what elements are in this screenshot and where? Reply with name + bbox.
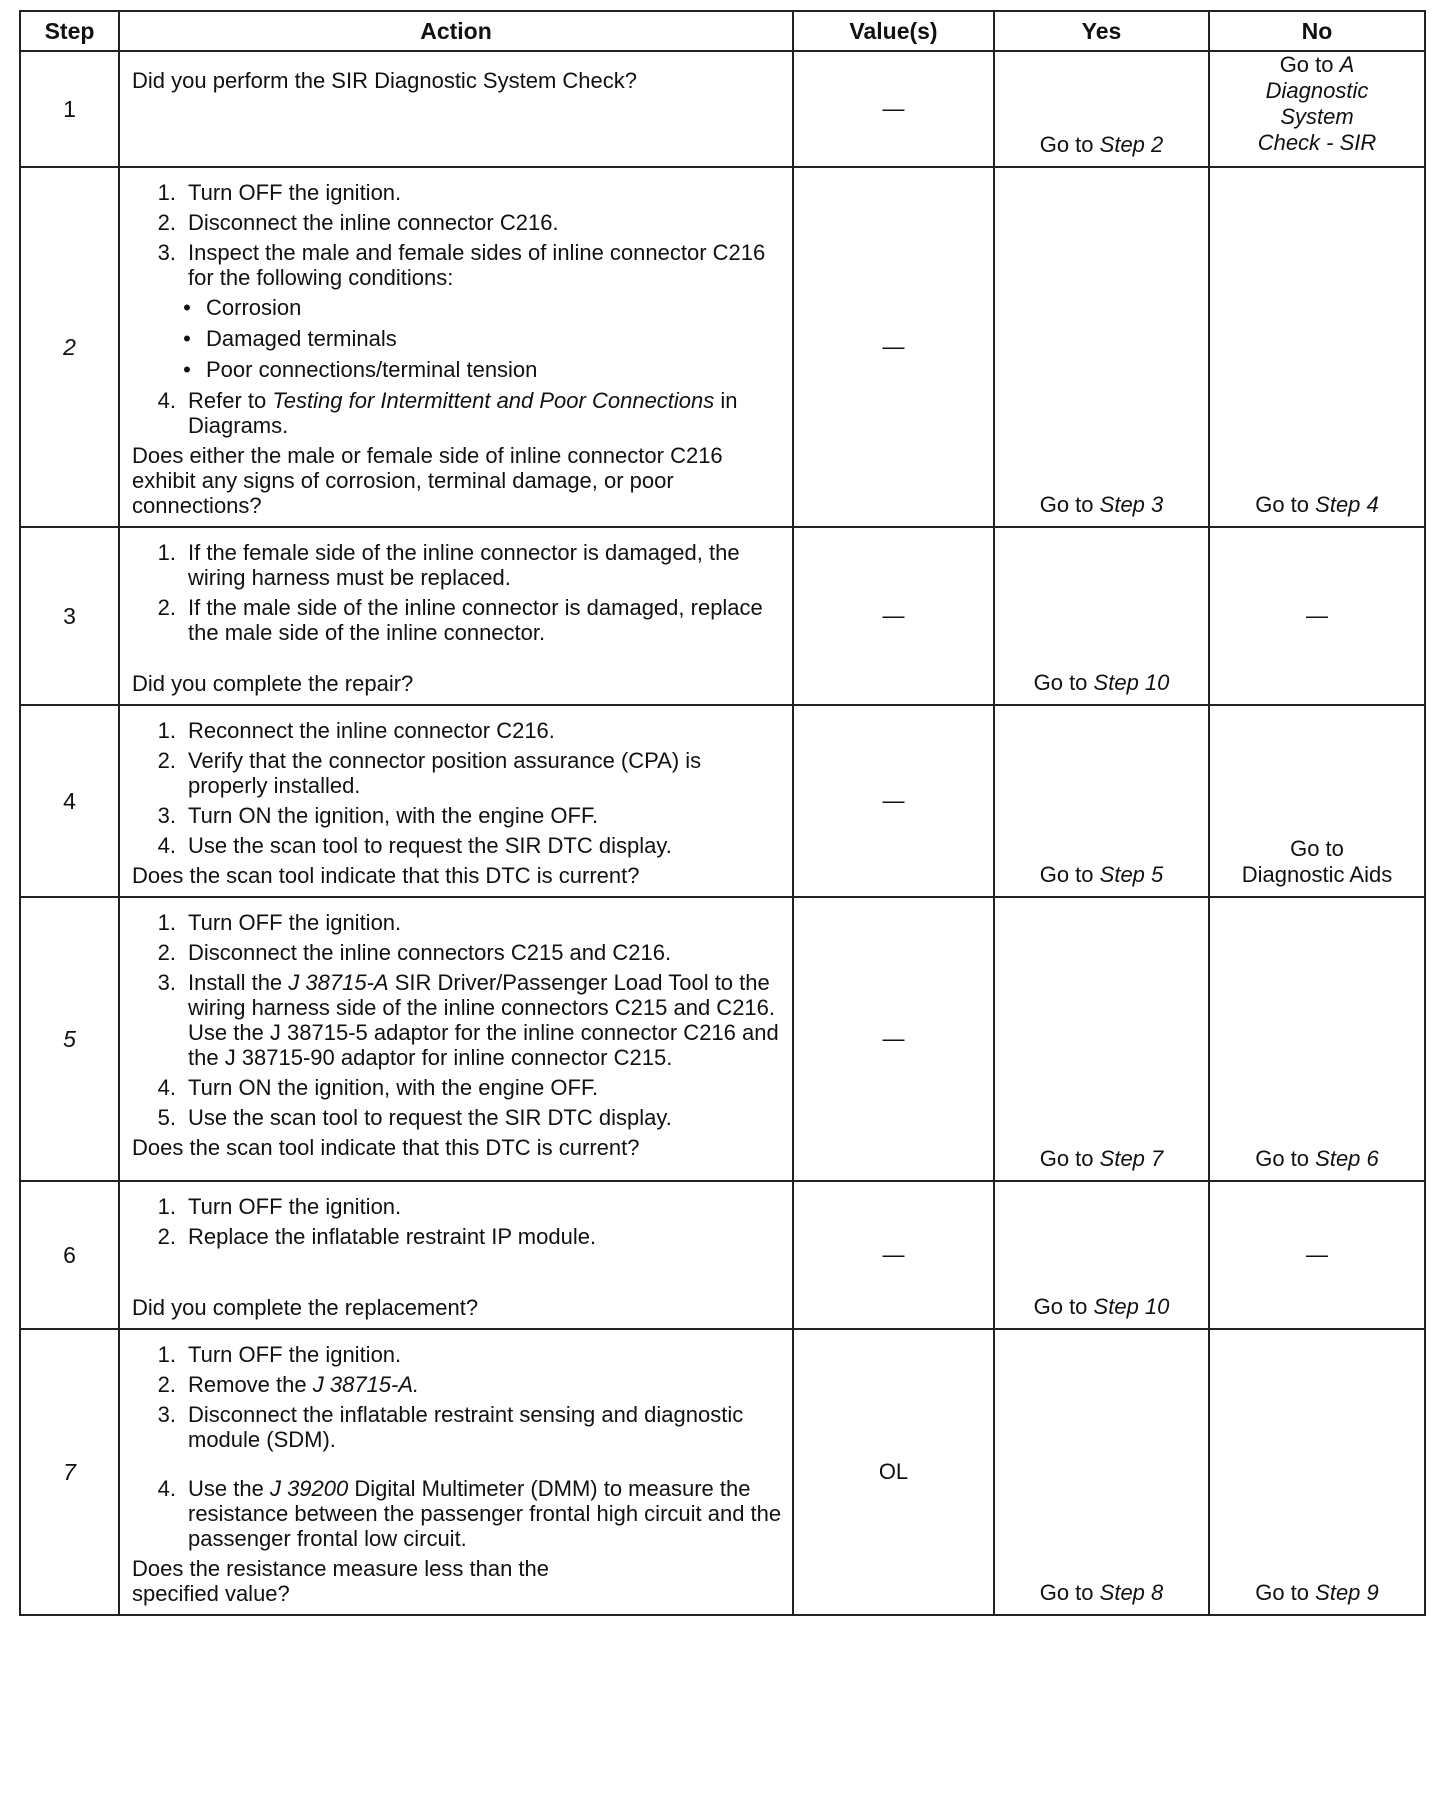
yes-target: Step 7 bbox=[1099, 1146, 1164, 1171]
list-item: 2. Disconnect the inline connectors C215 and C216. bbox=[157, 940, 672, 965]
yes-cell: Go to Step 7 bbox=[994, 897, 1209, 1181]
yes-target: Step 10 bbox=[1093, 1294, 1170, 1319]
question-text: Does the resistance measure less than the specified value? bbox=[132, 1556, 550, 1606]
header-yes: Yes bbox=[994, 11, 1209, 51]
action-cell bbox=[119, 705, 793, 897]
table-row bbox=[20, 1329, 1425, 1615]
list-item: 4. Turn ON the ignition, with the engine OFF. bbox=[157, 1075, 599, 1100]
action-cell bbox=[119, 51, 793, 167]
list-item: 3. Install the J 38715-A SIR Driver/Passenger Load Tool to the wiring harness side of the inline connectors C215 and C216. Use the J 38715-5 adaptor for the inline connector C216 and the J 38715-90 adaptor for inline connector C215. bbox=[157, 970, 779, 1070]
header-row bbox=[20, 11, 1425, 51]
header-no: No bbox=[1209, 11, 1425, 51]
yes-target: Step 5 bbox=[1099, 862, 1164, 887]
question-text: Does either the male or female side of inline connector C216 exhibit any signs of corrosion, terminal damage, or poor connections? bbox=[132, 443, 723, 518]
list-item: 2. Verify that the connector position assurance (CPA) is properly installed. bbox=[157, 748, 702, 798]
header-action: Action bbox=[119, 11, 793, 51]
action-cell bbox=[119, 1181, 793, 1329]
no-cell: Go to Step 4 bbox=[1209, 167, 1425, 527]
list-item: 4. Use the scan tool to request the SIR DTC display. bbox=[157, 833, 672, 858]
no-target: Step 4 bbox=[1315, 492, 1379, 517]
value-cell: — bbox=[793, 51, 994, 167]
yes-cell: Go to Step 8 bbox=[994, 1329, 1209, 1615]
action-cell bbox=[119, 167, 793, 527]
no-cell: Go to Step 9 bbox=[1209, 1329, 1425, 1615]
list-item: 1. Turn OFF the ignition. bbox=[157, 180, 402, 205]
question-text: Does the scan tool indicate that this DTC is current? bbox=[132, 863, 640, 888]
no-cell: — bbox=[1209, 527, 1425, 705]
list-item: 3. Turn ON the ignition, with the engine OFF. bbox=[157, 803, 599, 828]
no-cell: Go to Diagnostic Aids bbox=[1209, 705, 1425, 897]
question-text: Does the scan tool indicate that this DTC is current? bbox=[132, 1135, 640, 1160]
yes-cell: Go to Step 5 bbox=[994, 705, 1209, 897]
value-cell: — bbox=[793, 897, 994, 1181]
list-item: 1. Turn OFF the ignition. bbox=[157, 1342, 402, 1367]
no-target: Step 9 bbox=[1315, 1580, 1379, 1605]
list-item: 1. If the female side of the inline connector is damaged, the wiring harness must be replaced. bbox=[157, 540, 740, 590]
step-number: 2 bbox=[20, 167, 119, 527]
value-cell: — bbox=[793, 705, 994, 897]
table-row bbox=[20, 51, 1425, 167]
list-item: 2. Disconnect the inline connector C216. bbox=[157, 210, 559, 235]
yes-target: Step 10 bbox=[1093, 670, 1170, 695]
value-cell: — bbox=[793, 527, 994, 705]
yes-cell: Go to Step 10 bbox=[994, 1181, 1209, 1329]
value-cell: — bbox=[793, 167, 994, 527]
value-cell: — bbox=[793, 1181, 994, 1329]
yes-cell: Go to Step 10 bbox=[994, 527, 1209, 705]
value-cell: OL bbox=[793, 1329, 994, 1615]
question-text: Did you perform the SIR Diagnostic System Check? bbox=[132, 68, 637, 93]
step-number: 3 bbox=[20, 527, 119, 705]
step-number: 7 bbox=[20, 1329, 119, 1615]
step-number: 1 bbox=[20, 51, 119, 167]
header-values: Value(s) bbox=[793, 11, 994, 51]
action-cell bbox=[119, 897, 793, 1181]
action-cell bbox=[119, 1329, 793, 1615]
list-item: 2. Remove the J 38715-A. bbox=[157, 1372, 420, 1397]
question-text: Did you complete the replacement? bbox=[132, 1295, 479, 1320]
diagnostic-table bbox=[19, 10, 1426, 1616]
no-cell: — bbox=[1209, 1181, 1425, 1329]
no-cell: Go to A Diagnostic System Check - SIR bbox=[1209, 51, 1425, 167]
list-item: 3. Disconnect the inflatable restraint sensing and diagnostic module (SDM). bbox=[157, 1402, 744, 1452]
action-cell bbox=[119, 527, 793, 705]
yes-cell: Go to Step 3 bbox=[994, 167, 1209, 527]
table-row bbox=[20, 897, 1425, 1181]
list-item: 4. Use the J 39200 Digital Multimeter (DMM) to measure the resistance between the passenger frontal high circuit and the passenger frontal low circuit. bbox=[157, 1476, 782, 1551]
bullet-item: • Poor connections/terminal tension bbox=[183, 357, 538, 382]
yes-target: Step 3 bbox=[1099, 492, 1164, 517]
yes-cell: Go to Step 2 bbox=[994, 51, 1209, 167]
bullet-item: • Damaged terminals bbox=[183, 326, 397, 351]
table-row bbox=[20, 705, 1425, 897]
question-text: Did you complete the repair? bbox=[132, 671, 414, 696]
header-step: Step bbox=[20, 11, 119, 51]
list-item: 1. Reconnect the inline connector C216. bbox=[157, 718, 555, 743]
yes-target: Step 8 bbox=[1099, 1580, 1164, 1605]
step-number: 5 bbox=[20, 897, 119, 1181]
list-item: 1. Turn OFF the ignition. bbox=[157, 910, 402, 935]
yes-target: Step 2 bbox=[1099, 132, 1164, 157]
step-number: 4 bbox=[20, 705, 119, 897]
list-item: 4. Refer to Testing for Intermittent and Poor Connections in Diagrams. bbox=[157, 388, 738, 438]
list-item: 5. Use the scan tool to request the SIR DTC display. bbox=[157, 1105, 672, 1130]
list-item: 1. Turn OFF the ignition. bbox=[157, 1194, 402, 1219]
table-row bbox=[20, 527, 1425, 705]
list-item: 2. If the male side of the inline connector is damaged, replace the male side of the inline connector. bbox=[157, 595, 763, 645]
no-target: Step 6 bbox=[1315, 1146, 1379, 1171]
table-row bbox=[20, 1181, 1425, 1329]
list-item: 2. Replace the inflatable restraint IP module. bbox=[157, 1224, 597, 1249]
list-item: 3. Inspect the male and female sides of inline connector C216 for the following conditions: bbox=[157, 240, 766, 290]
no-cell: Go to Step 6 bbox=[1209, 897, 1425, 1181]
table-row bbox=[20, 167, 1425, 527]
bullet-item: • Corrosion bbox=[183, 295, 302, 320]
step-number: 6 bbox=[20, 1181, 119, 1329]
